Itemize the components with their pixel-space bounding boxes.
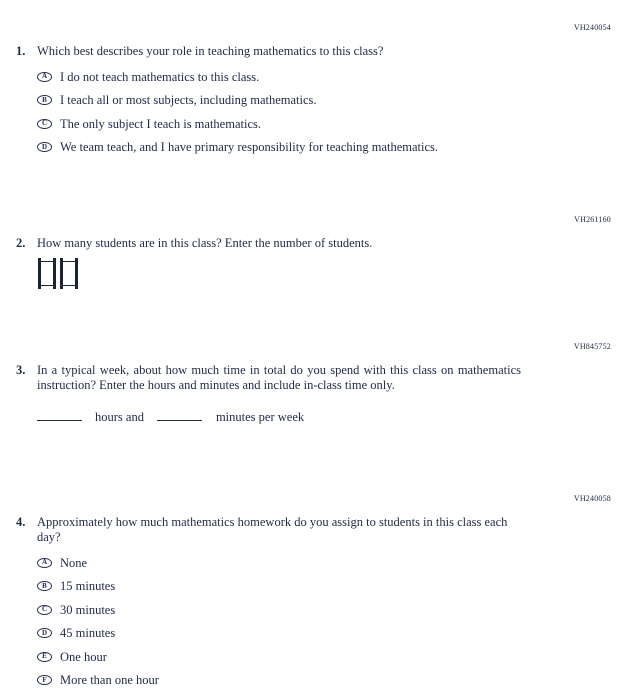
option-row: [37, 627, 619, 639]
question-2-section: [0, 215, 619, 286]
option-label: 15 minutes: [60, 579, 116, 593]
option-row: [37, 674, 619, 686]
option-row: [37, 651, 619, 663]
option-label: I teach all or most subjects, including mathematics.: [60, 93, 317, 107]
option-row: [37, 604, 619, 616]
question-2: [0, 236, 619, 251]
question-4-number: 4.: [16, 515, 26, 529]
option-label: None: [60, 555, 88, 570]
question-4-text: Approximately how much mathematics homework do you assign to students in this class each day?: [37, 515, 508, 544]
student-count-entry: [37, 261, 619, 286]
option-label: We team teach, and I have primary responsibility for teaching mathematics.: [60, 140, 439, 154]
digit-box-tens[interactable]: [41, 261, 53, 286]
answer-bubble-c[interactable]: [37, 605, 52, 615]
option-label: 30 minutes: [60, 602, 116, 617]
option-row: [37, 141, 619, 153]
option-label: More than one hour: [60, 673, 159, 687]
option-label: 45 minutes: [60, 626, 116, 640]
question-2-text: How many students are in this class? Enter the number of students.: [37, 236, 373, 250]
question-4-options: [37, 557, 619, 687]
question-1-section: [0, 23, 619, 153]
bubble-letter: E: [42, 652, 47, 660]
question-2-number: 2.: [16, 236, 26, 250]
option-row: [37, 71, 619, 83]
option-label: I do not teach mathematics to this class.: [60, 69, 260, 84]
hours-blank-field[interactable]: [37, 408, 82, 421]
digit-box-ones[interactable]: [63, 261, 75, 286]
option-row: [37, 94, 619, 106]
bubble-letter: F: [42, 675, 47, 684]
bubble-letter: A: [41, 72, 48, 80]
minutes-label: minutes per week: [215, 410, 305, 424]
question-3: [0, 363, 619, 393]
minutes-blank-field[interactable]: [157, 408, 202, 421]
answer-bubble-c[interactable]: [37, 119, 52, 129]
time-entry-row: [37, 408, 619, 425]
question-1-text: Which best describes your role in teaching mathematics to this class?: [37, 44, 384, 58]
option-label: One hour: [60, 649, 107, 664]
question-4-section: [0, 494, 619, 686]
hours-label: hours and: [95, 410, 144, 424]
answer-bubble-a[interactable]: [37, 72, 52, 82]
question-1-number: 1.: [16, 44, 26, 58]
bubble-letter: C: [41, 605, 48, 613]
question-1: [0, 44, 619, 59]
option-row: [37, 557, 619, 569]
bubble-letter: D: [41, 142, 48, 151]
option-row: [37, 580, 619, 592]
bubble-letter: A: [41, 558, 48, 566]
answer-bubble-d[interactable]: [37, 628, 52, 638]
answer-bubble-d[interactable]: [37, 142, 52, 152]
question-3-number: 3.: [16, 363, 26, 377]
question-2-accession-code: VH261160: [574, 215, 611, 224]
bubble-letter: D: [41, 628, 48, 637]
answer-bubble-a[interactable]: [37, 558, 52, 568]
bubble-letter: B: [42, 95, 47, 104]
question-4: [0, 515, 619, 545]
option-label: The only subject I teach is mathematics.: [60, 116, 261, 131]
answer-bubble-e[interactable]: [37, 652, 52, 662]
question-3-text: In a typical week, about how much time in total do you spend with this class on mathematics instruction? Enter the hours and minutes and include in-class time only.: [37, 363, 521, 392]
question-3-accession-code: VH845752: [573, 342, 611, 351]
answer-bubble-f[interactable]: [37, 675, 52, 685]
option-row: [37, 118, 619, 130]
bubble-letter: C: [41, 119, 48, 127]
answer-bubble-b[interactable]: [37, 581, 52, 591]
question-3-section: [0, 342, 619, 425]
question-1-options: [37, 71, 619, 154]
answer-bubble-b[interactable]: [37, 95, 52, 105]
question-4-accession-code: VH240058: [573, 494, 611, 503]
bubble-letter: B: [42, 581, 47, 590]
question-1-accession-code: VH240054: [573, 23, 611, 32]
